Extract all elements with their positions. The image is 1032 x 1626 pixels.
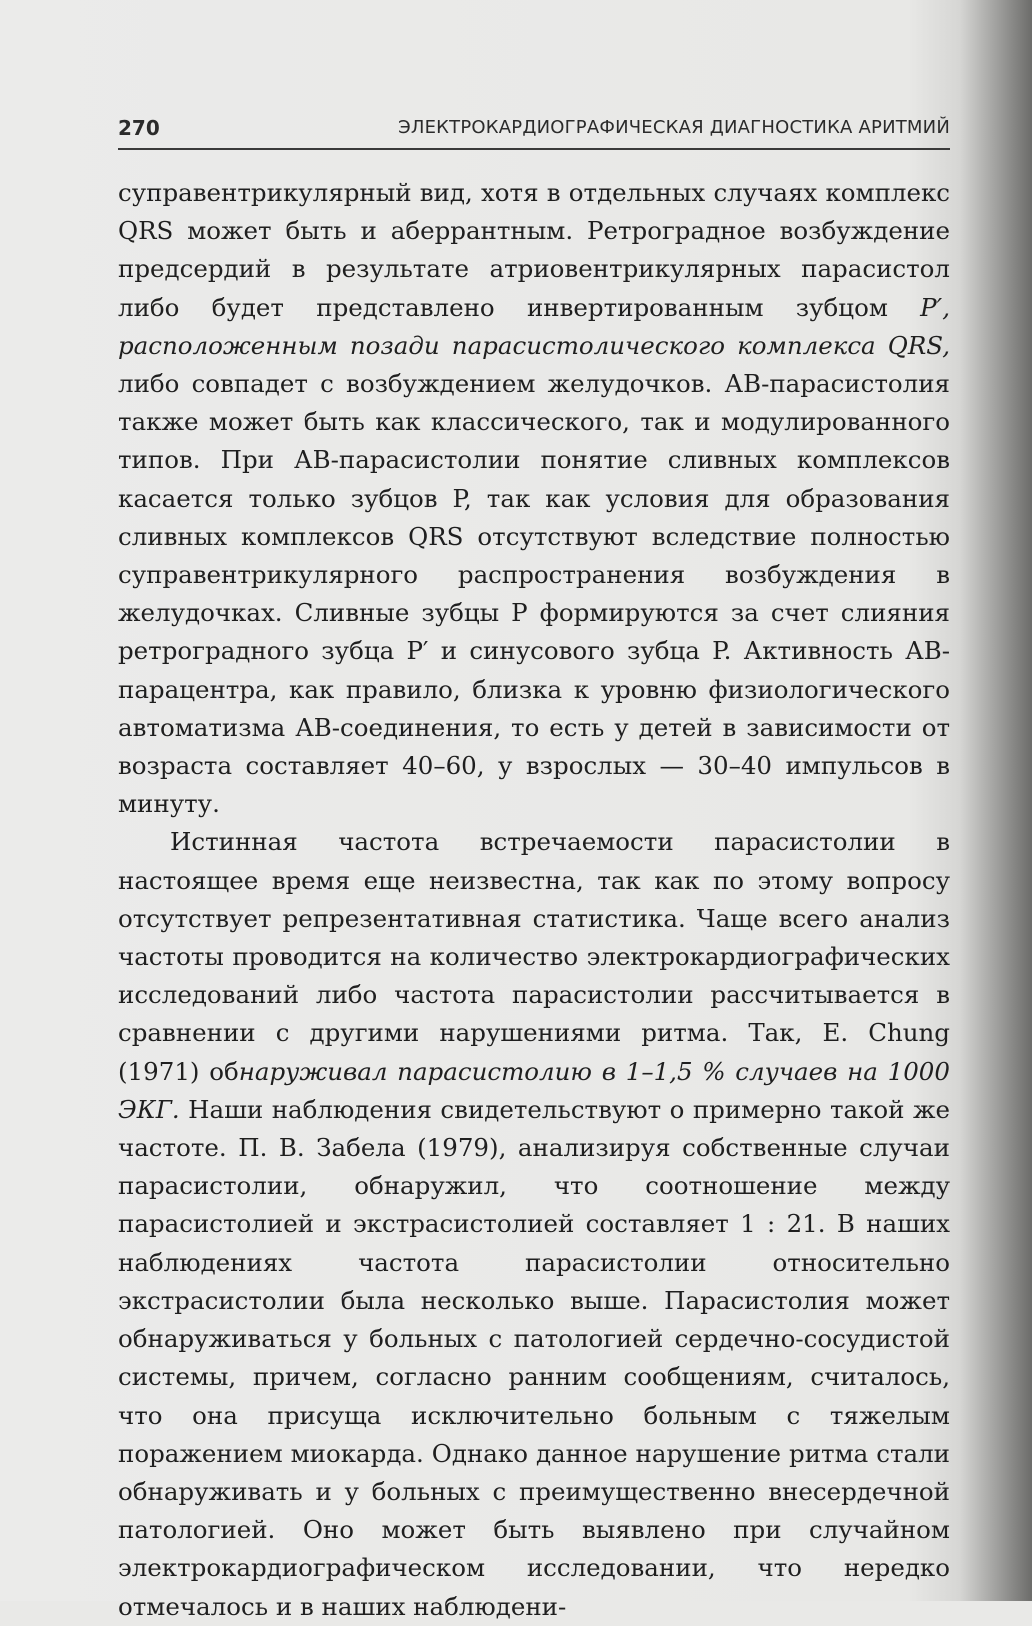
running-title: ЭЛЕКТРОКАРДИОГРАФИЧЕСКАЯ ДИАГНОСТИКА АРИТМИЙ bbox=[398, 117, 950, 138]
page-number: 270 bbox=[118, 116, 160, 140]
italic-text: наруживал парасистолию в 1–1,5 % случаев на 1000 ЭКГ. bbox=[118, 1056, 950, 1124]
italic-text: P′, расположенным позади парасистолического комплекса QRS, bbox=[118, 292, 950, 360]
running-header bbox=[118, 108, 950, 150]
paragraph-av-parasystole bbox=[118, 174, 950, 823]
paragraph-text: либо совпадет с возбуждением желудочков. АВ-парасистолия также может быть как классического, так и модулированного типов. При АВ-парасистолии понятие сливных комплексов касается только зубцов P, так как условия для образования сливных комплексов QRS отсутствуют вследствие полностью суправентрикулярного распространения возбуждения в желудочках. Сливные зубцы P формируются за счет слияния ретроградного зубца P′ и синусового зубца P. Активность АВ-парацентра, как правило, близка к уровню физиологического автоматизма АВ-соединения, то есть у детей в зависимости от возраста составляет 40–60, у взрослых — 30–40 импульсов в минуту. bbox=[118, 369, 950, 819]
paragraph-text: суправентрикулярный вид, хотя в отдельных случаях комплекс QRS может быть и аберрантным. Ретроградное возбуждение предсердий в результате атриовентрикулярных парасистол либо будет представлено инвертированным зубцом bbox=[118, 178, 950, 322]
paragraph-parasystole-frequency bbox=[118, 823, 950, 1625]
paragraph-text: Наши наблюдения свидетельствуют о примерно такой же частоте. П. В. Забела (1979), анализируя собственные случаи парасистолии, обнаружил, что соотношение между парасистолией и экстрасистолией составляет 1 : 21. В наших наблюдениях частота парасистолии относительно экстрасистолии была несколько выше. Парасистолия может обнаруживаться у больных с патологией сердечно-сосудистой системы, причем, согласно ранним сообщениям, считалось, что она присуща исключительно больным с тяжелым поражением миокарда. Однако данное нарушение ритма стали обнаруживать и у больных с преимущественно внесердечной патологией. Оно может быть выявлено при случайном электрокардиографическом исследовании, что нередко отмечалось и в наших наблюдени- bbox=[118, 1094, 950, 1621]
body-text bbox=[118, 174, 950, 1626]
paragraph-text: Истинная частота встречаемости парасистолии в настоящее время еще неизвестна, так как по этому вопросу отсутствует репрезентативная статистика. Чаще всего анализ частоты проводится на количество электрокардиографических исследований либо частота парасистолии рассчитывается в сравнении с другими нарушениями ритма. Так, E. Chung (1971) об bbox=[118, 827, 950, 1086]
